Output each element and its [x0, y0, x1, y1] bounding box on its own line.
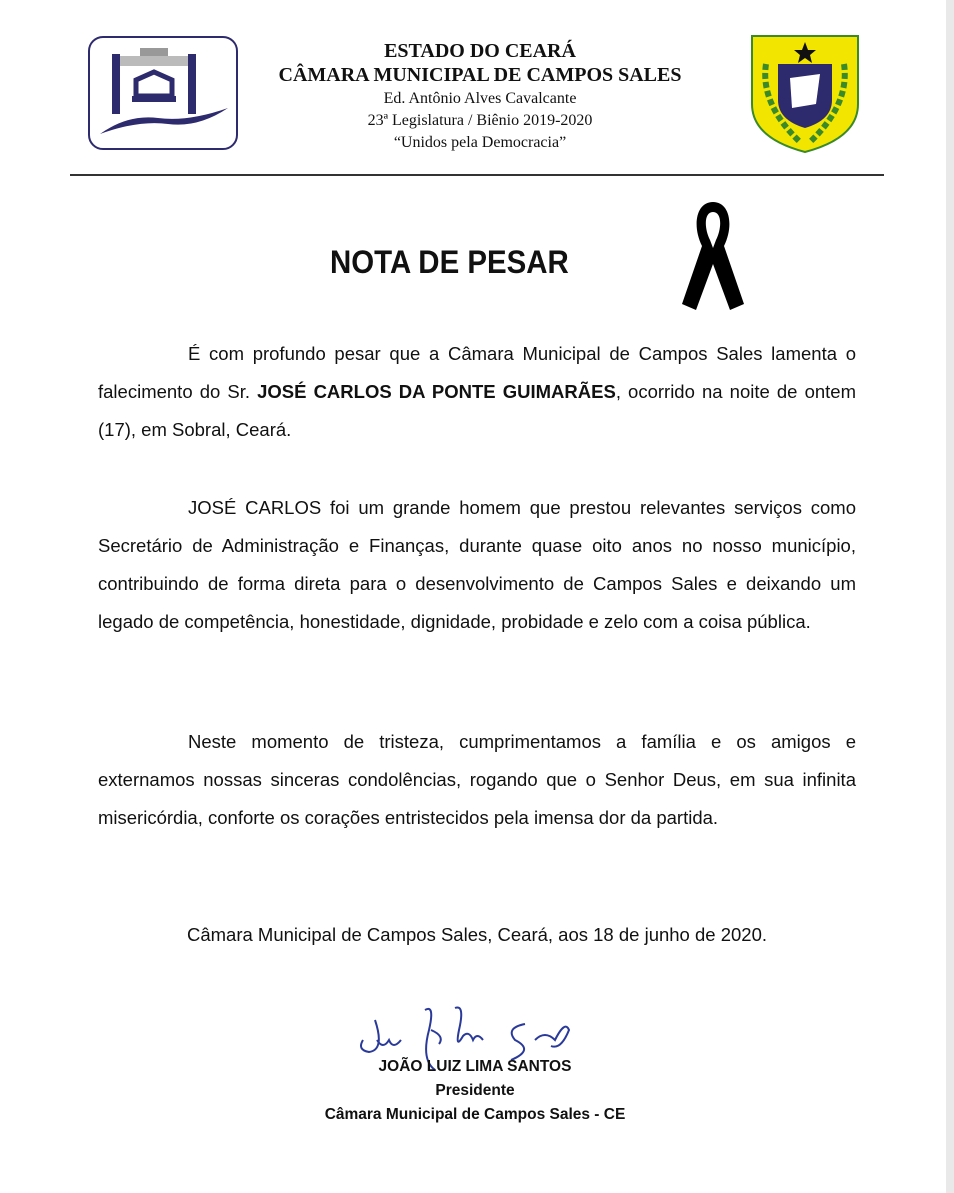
header-building: Ed. Antônio Alves Cavalcante: [383, 90, 577, 107]
paragraph-2: JOSÉ CARLOS foi um grande homem que prestou relevantes serviços como Secretário de Administração e Finanças, durante quase oito anos no nosso município, contribuindo de forma direta para o desenvolvimento de Campos Sales e deixando um legado de competência, honestidade, dignidade, probidade e zelo com a coisa pública.: [98, 497, 856, 632]
signer-role: Presidente: [435, 1082, 515, 1099]
date-line: Câmara Municipal de Campos Sales, Ceará, aos 18 de junho de 2020.: [186, 924, 767, 945]
paragraph-1: [98, 335, 856, 449]
signer-name: JOÃO LUIZ LIMA SANTOS: [378, 1058, 572, 1075]
header-motto: “Unidos pela Democracia”: [393, 134, 567, 151]
document-title: NOTA DE PESAR: [330, 244, 569, 280]
paragraph-3: Neste momento de tristeza, cumprimentamos a família e os amigos e externamos nossas sinceras condolências, rogando que o Senhor Deus, em sua infinita misericórdia, conforte os corações entristecidos pela imensa dor da partida.: [98, 731, 856, 828]
header-camara: CÂMARA MUNICIPAL DE CAMPOS SALES: [278, 64, 682, 86]
header-state: ESTADO DO CEARÁ: [384, 40, 576, 62]
paragraph-1-text-end: , ocorrido na noite de ontem (17), em Sobral, Ceará.: [98, 381, 856, 440]
mourning-ribbon-icon: [678, 196, 748, 314]
paragraph-1-text: É com profundo pesar que a Câmara Municipal de Campos Sales lamenta o falecimento do Sr.: [98, 343, 856, 402]
page-edge: [946, 0, 954, 1193]
header-legislature: 23ª Legislatura / Biênio 2019-2020: [367, 112, 593, 129]
signer-organization: Câmara Municipal de Campos Sales - CE: [324, 1106, 626, 1123]
header-divider: [70, 174, 884, 176]
deceased-name: JOSÉ CARLOS DA PONTE GUIMARÃES: [257, 381, 616, 402]
municipal-coat-of-arms: [750, 34, 860, 154]
camara-logo: [88, 36, 238, 150]
